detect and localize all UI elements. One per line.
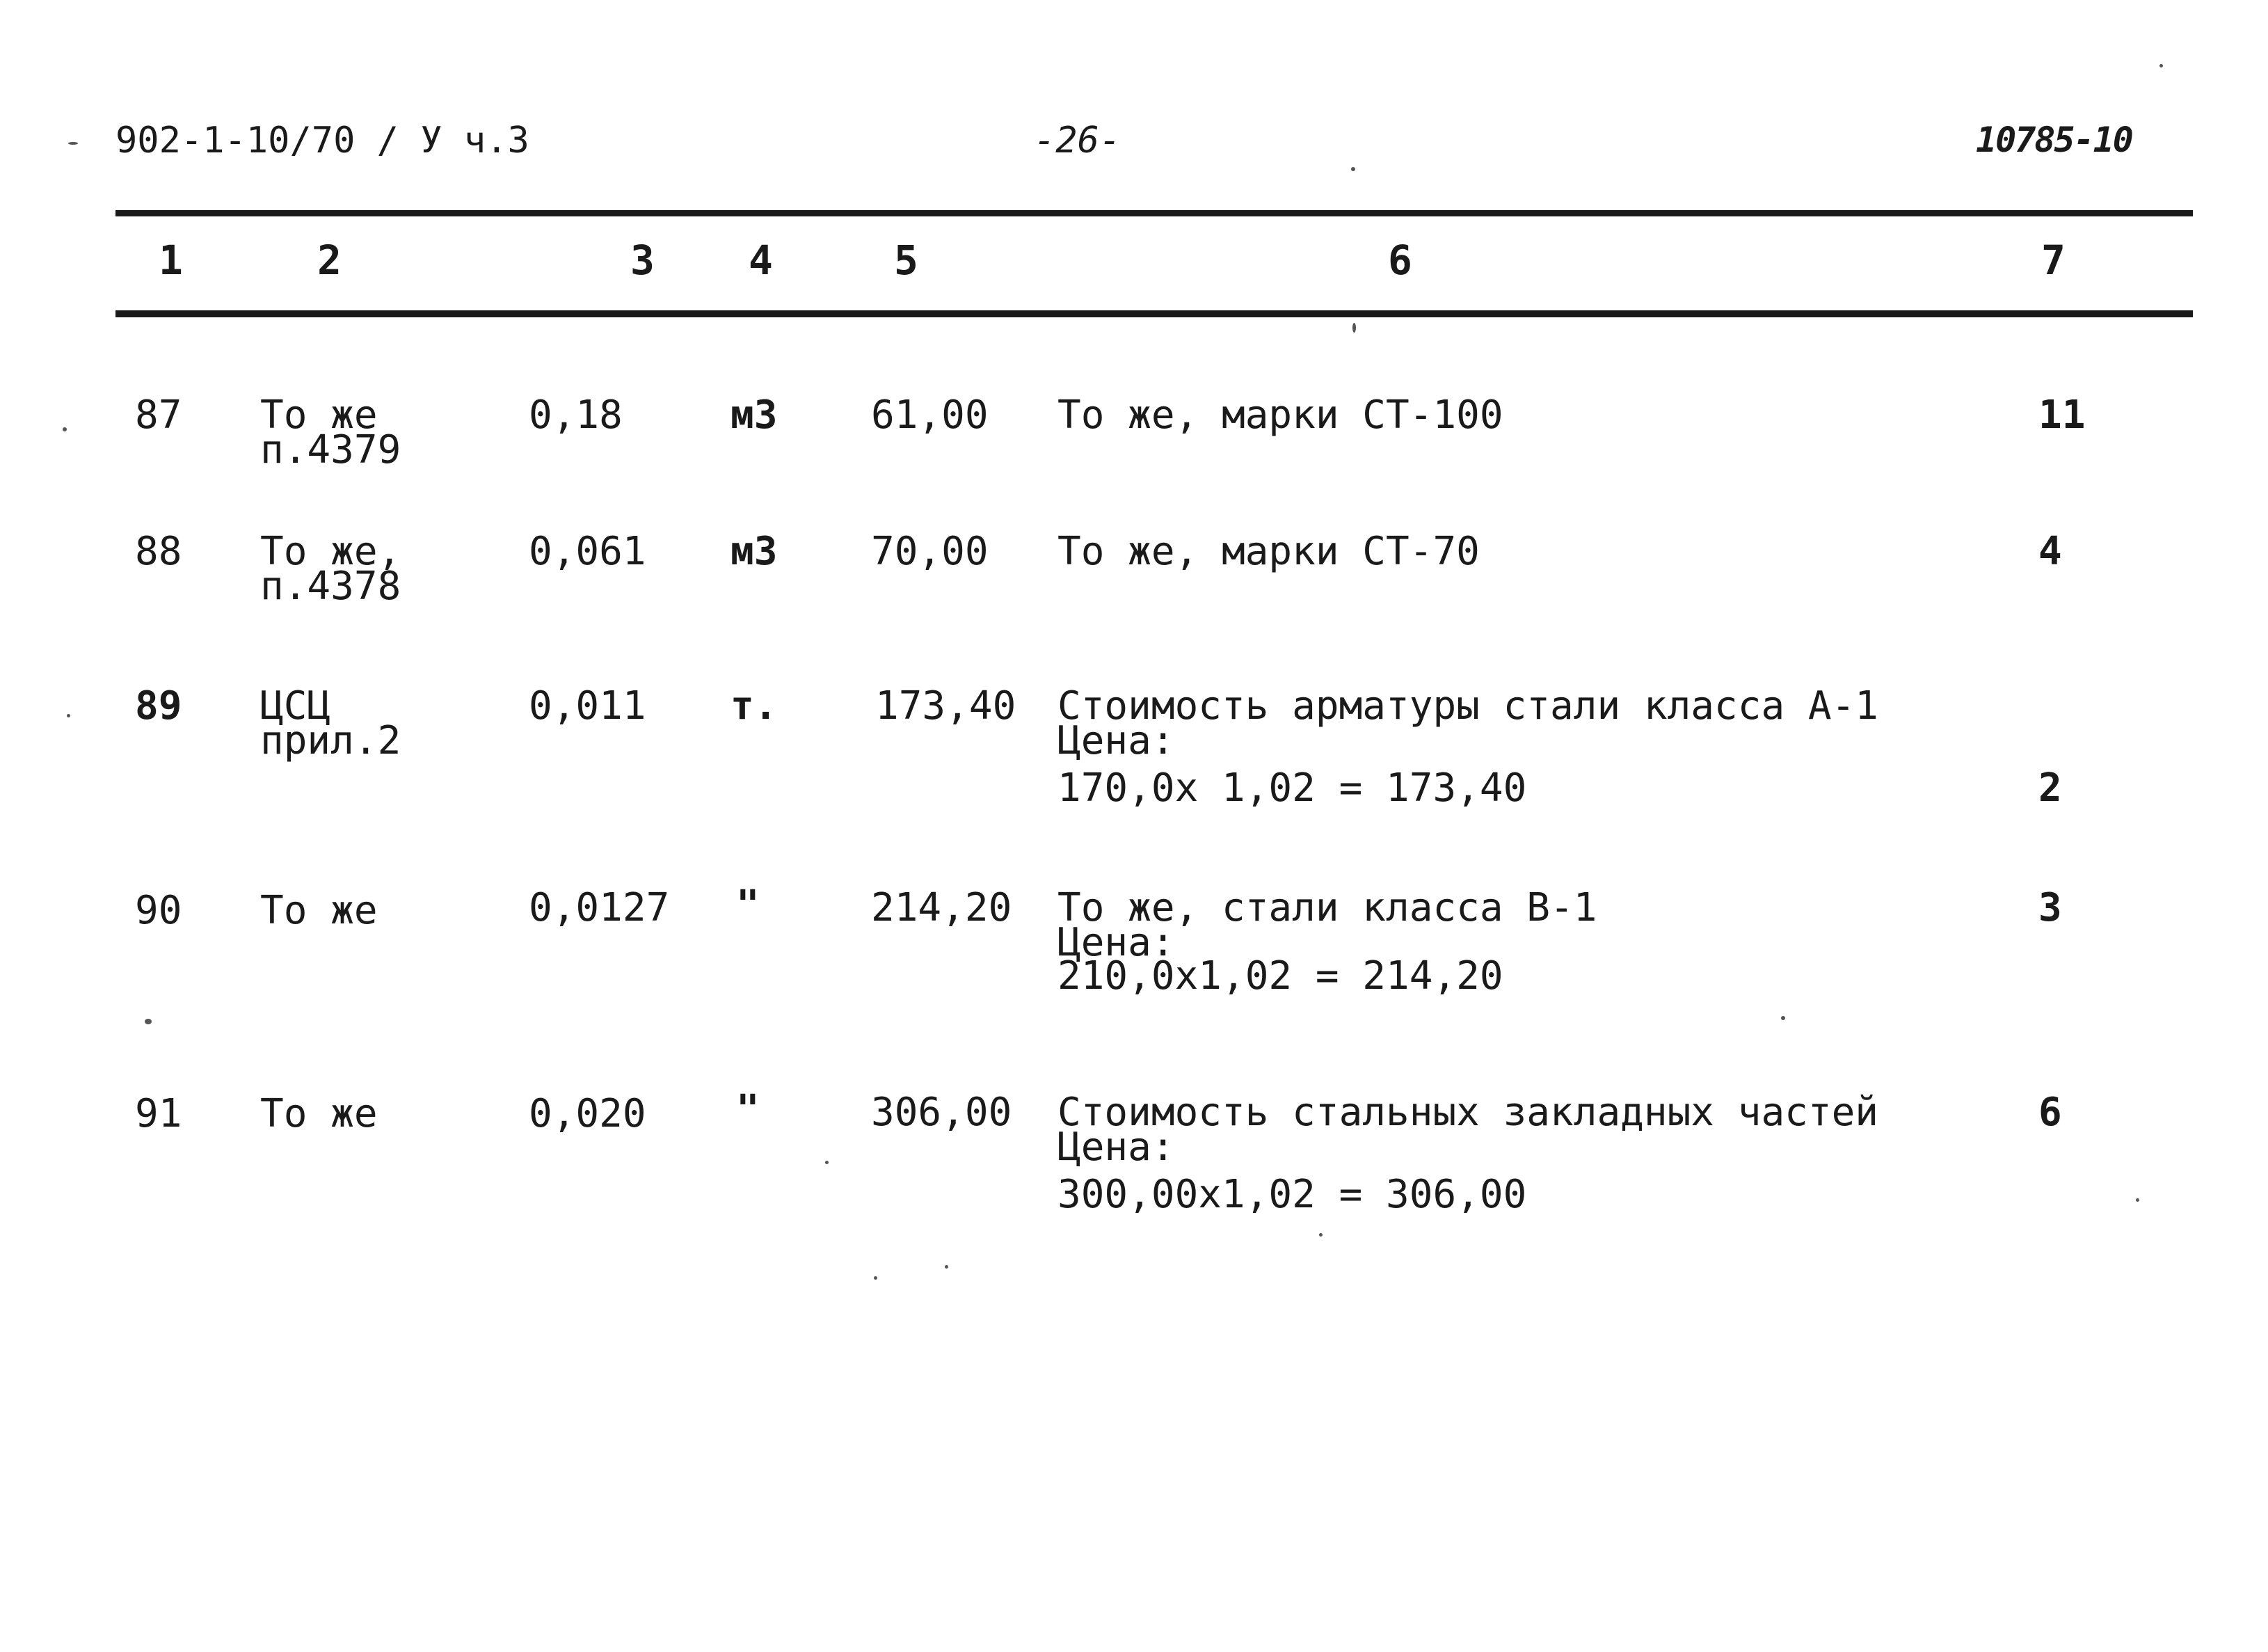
scan-speck bbox=[145, 1019, 152, 1024]
unit-price: 61,00 bbox=[871, 392, 989, 438]
column-header-4: 4 bbox=[749, 237, 773, 284]
column-7-value: 2 bbox=[2038, 765, 2062, 811]
reference-line-1: То же bbox=[260, 888, 378, 933]
unit-price: 173,40 bbox=[875, 683, 1016, 729]
unit-price: 306,00 bbox=[871, 1090, 1012, 1135]
description-line-2: Цена: bbox=[1057, 1125, 1175, 1170]
column-7-value: 6 bbox=[2038, 1090, 2062, 1135]
scan-speck bbox=[825, 1161, 829, 1164]
unit-price: 70,00 bbox=[871, 529, 989, 574]
column-header-6: 6 bbox=[1388, 237, 1412, 284]
quantity: 0,0127 bbox=[529, 885, 670, 930]
scan-speck bbox=[1781, 1016, 1785, 1020]
column-header-7: 7 bbox=[2041, 237, 2066, 284]
document-code: 902-1-10/70 / У ч.3 bbox=[115, 120, 529, 161]
reference-line-1: ЦСЦ bbox=[260, 683, 331, 729]
row-number: 90 bbox=[135, 888, 182, 933]
unit: м3 bbox=[730, 529, 778, 574]
reference-line-2: п.4379 bbox=[260, 427, 401, 472]
archive-stamp: 10785-10 bbox=[1976, 120, 2132, 160]
table-top-rule bbox=[115, 210, 2193, 216]
scan-speck bbox=[1351, 167, 1355, 171]
row-number: 87 bbox=[135, 392, 182, 438]
unit-price: 214,20 bbox=[871, 885, 1012, 930]
quantity: 0,18 bbox=[529, 392, 623, 438]
description-line-3: 210,0х1,02 = 214,20 bbox=[1057, 953, 1503, 999]
reference-line-1: То же, bbox=[260, 529, 401, 574]
reference-line-1: То же bbox=[260, 392, 378, 438]
row-number: 89 bbox=[135, 683, 182, 729]
scan-speck bbox=[945, 1265, 948, 1269]
description-line-2: Цена: bbox=[1057, 920, 1175, 965]
quantity: 0,061 bbox=[529, 529, 646, 574]
column-7-value: 3 bbox=[2038, 885, 2062, 930]
column-7-value: 4 bbox=[2038, 529, 2062, 574]
description-line-1: Стоимость стальных закладных частей bbox=[1057, 1090, 1879, 1135]
unit: т. bbox=[730, 683, 778, 729]
scan-speck bbox=[1319, 1233, 1323, 1237]
reference-line-2: прил.2 bbox=[260, 718, 401, 763]
scan-speck bbox=[874, 1276, 877, 1280]
page-number: -26- bbox=[1034, 120, 1121, 161]
description-line-1: Стоимость арматуры стали класса А-1 bbox=[1057, 683, 1879, 729]
scan-speck bbox=[63, 427, 67, 431]
reference-line-1: То же bbox=[260, 1091, 378, 1136]
scan-speck bbox=[2159, 64, 2163, 67]
column-7-value: 11 bbox=[2038, 392, 2086, 438]
description-line-3: 170,0х 1,02 = 173,40 bbox=[1057, 765, 1527, 811]
description-line-1: То же, марки СТ-100 bbox=[1057, 392, 1503, 438]
scan-speck bbox=[1352, 323, 1356, 333]
scan-speck bbox=[67, 714, 70, 717]
row-number: 91 bbox=[135, 1091, 182, 1136]
description-line-2: Цена: bbox=[1057, 718, 1175, 763]
description-line-3: 300,00х1,02 = 306,00 bbox=[1057, 1172, 1527, 1217]
column-header-3: 3 bbox=[630, 237, 655, 284]
description-line-1: То же, стали класса В-1 bbox=[1057, 885, 1597, 930]
column-header-5: 5 bbox=[894, 237, 918, 284]
reference-line-2: п.4378 bbox=[260, 564, 401, 609]
unit: " bbox=[736, 882, 760, 928]
unit: " bbox=[736, 1087, 760, 1132]
unit: м3 bbox=[730, 392, 778, 438]
column-header-1: 1 bbox=[159, 237, 183, 284]
quantity: 0,020 bbox=[529, 1091, 646, 1136]
quantity: 0,011 bbox=[529, 683, 646, 729]
row-number: 88 bbox=[135, 529, 182, 574]
scan-speck bbox=[68, 142, 78, 145]
scan-speck bbox=[2136, 1198, 2139, 1202]
header-bottom-rule bbox=[115, 310, 2193, 317]
description-line-1: То же, марки СТ-70 bbox=[1057, 529, 1480, 574]
column-header-2: 2 bbox=[317, 237, 342, 284]
